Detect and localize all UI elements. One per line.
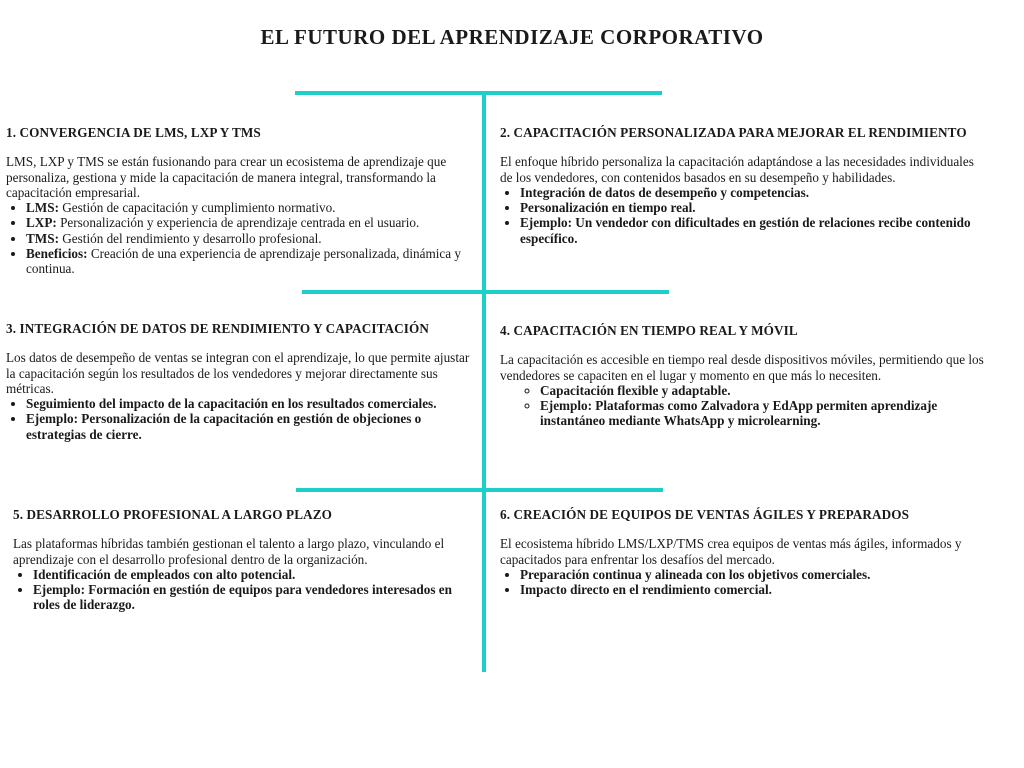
page-title: EL FUTURO DEL APRENDIZAJE CORPORATIVO	[260, 25, 764, 49]
section-heading: 3. INTEGRACIÓN DE DATOS DE RENDIMIENTO Y CAPACITACIÓN	[6, 321, 429, 336]
section-intro: LMS, LXP y TMS se están fusionando para crear un ecosistema de aprendizaje que personaliza, gestiona y mide la capacitación de manera integral, transformando la capacitación empresarial.	[6, 154, 447, 200]
list-item: • Impacto directo en el rendimiento comercial.	[520, 582, 970, 597]
list-item: • Preparación continua y alineada con los objetivos comerciales.	[520, 567, 970, 582]
list-item: • Integración de datos de desempeño y competencias.	[520, 185, 980, 200]
bullet-list	[6, 200, 471, 276]
list-item: • Ejemplo: Un vendedor con dificultades en gestión de relaciones recibe contenido específico.	[520, 215, 980, 246]
section-5-desarrollo-profesional	[13, 507, 468, 613]
section-intro: El enfoque híbrido personaliza la capacitación adaptándose a las necesidades individuales de los vendedores, con contenidos basados en su desempeño y habilidades.	[500, 154, 974, 185]
middle-horizontal-line	[302, 290, 669, 294]
section-intro: El ecosistema híbrido LMS/LXP/TMS crea equipos de ventas más ágiles, informados y capacitados para enfrentar los desafíos del mercado.	[500, 536, 962, 567]
section-heading: 2. CAPACITACIÓN PERSONALIZADA PARA MEJORAR EL RENDIMIENTO	[500, 125, 967, 140]
list-item: ◦ Capacitación flexible y adaptable.	[540, 383, 990, 398]
list-item: • Identificación de empleados con alto potencial.	[33, 567, 468, 582]
section-4-tiempo-real-movil	[500, 323, 990, 429]
section-heading: 1. CONVERGENCIA DE LMS, LXP Y TMS	[6, 125, 261, 140]
vertical-timeline-line	[482, 93, 486, 672]
list-item: • LXP: Personalización y experiencia de aprendizaje centrada en el usuario.	[26, 215, 471, 230]
section-2-personalizada	[500, 125, 980, 246]
list-item: • Seguimiento del impacto de la capacitación en los resultados comerciales.	[26, 396, 476, 411]
section-intro: Las plataformas híbridas también gestionan el talento a largo plazo, vinculando el aprendizaje con el desarrollo profesional dentro de la organización.	[13, 536, 445, 567]
section-intro: La capacitación es accesible en tiempo real desde dispositivos móviles, permitiendo que los vendedores se capaciten en el lugar y momento en que más lo necesiten.	[500, 352, 984, 383]
section-heading: 4. CAPACITACIÓN EN TIEMPO REAL Y MÓVIL	[500, 323, 798, 338]
list-item: • Beneficios: Creación de una experiencia de aprendizaje personalizada, dinámica y continua.	[26, 246, 471, 277]
bullet-list	[500, 185, 980, 246]
list-item: • Ejemplo: Personalización de la capacitación en gestión de objeciones o estrategias de cierre.	[26, 411, 476, 442]
section-heading: 5. DESARROLLO PROFESIONAL A LARGO PLAZO	[13, 507, 332, 522]
section-heading: 6. CREACIÓN DE EQUIPOS DE VENTAS ÁGILES Y PREPARADOS	[500, 507, 910, 522]
bullet-list	[500, 383, 990, 429]
list-item: • LMS: Gestión de capacitación y cumplimiento normativo.	[26, 200, 471, 215]
section-6-equipos-ventas	[500, 507, 970, 597]
top-horizontal-line	[295, 91, 662, 95]
lower-horizontal-line	[296, 488, 663, 492]
bullet-list	[13, 567, 468, 613]
bullet-list	[500, 567, 970, 598]
list-item: ◦ Ejemplo: Plataformas como Zalvadora y EdApp permiten aprendizaje instantáneo mediante WhatsApp y microlearning.	[540, 398, 990, 429]
list-item: • Ejemplo: Formación en gestión de equipos para vendedores interesados en roles de liderazgo.	[33, 582, 468, 613]
section-intro: Los datos de desempeño de ventas se integran con el aprendizaje, lo que permite ajustar la capacitación según los resultados de los vendedores y mejorar directamente sus métricas.	[6, 350, 470, 396]
list-item: • TMS: Gestión del rendimiento y desarrollo profesional.	[26, 231, 471, 246]
section-1-convergencia	[6, 125, 471, 277]
bullet-list	[6, 396, 476, 442]
list-item: • Personalización en tiempo real.	[520, 200, 980, 215]
section-3-integracion-datos	[6, 321, 476, 442]
